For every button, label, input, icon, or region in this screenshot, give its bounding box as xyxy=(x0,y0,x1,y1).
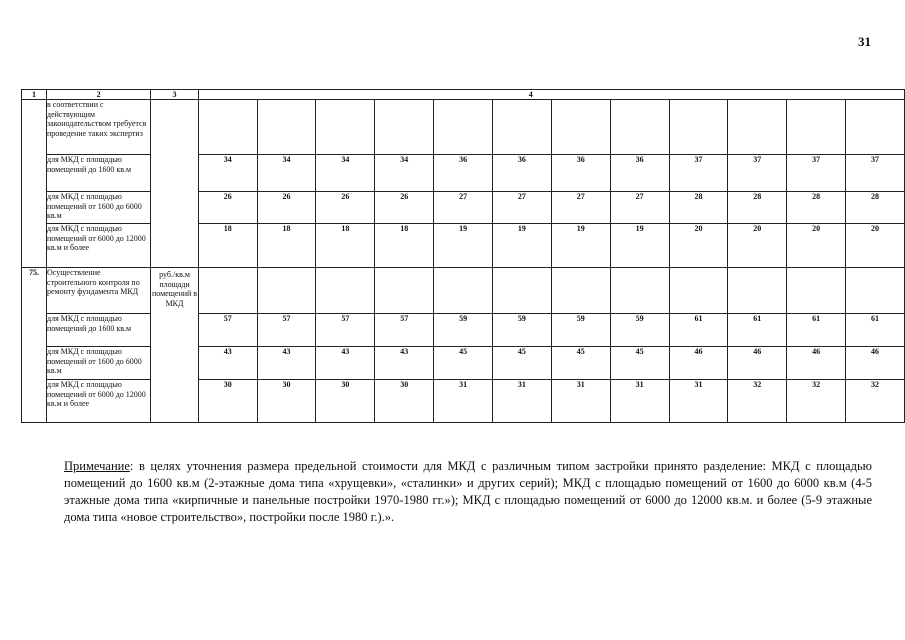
value-cell xyxy=(375,268,434,314)
value-cell: 31 xyxy=(492,380,551,423)
row-label-cell: Осуществление строительного контроля по ремонту фундамента МКД xyxy=(47,268,151,314)
value-cell: 18 xyxy=(198,224,257,268)
row-label-cell: для МКД с площадью помещений от 1600 до 6000 кв.м xyxy=(47,192,151,224)
value-cell: 27 xyxy=(492,192,551,224)
value-cell: 32 xyxy=(728,380,787,423)
value-cell: 36 xyxy=(610,155,669,192)
value-cell: 28 xyxy=(728,192,787,224)
row-label-cell: для МКД с площадью помещений от 1600 до 6000 кв.м xyxy=(47,347,151,380)
value-cell: 37 xyxy=(669,155,728,192)
value-cell xyxy=(846,268,905,314)
value-cell xyxy=(787,100,846,155)
value-cell: 57 xyxy=(198,314,257,347)
value-cell xyxy=(257,268,316,314)
value-cell: 26 xyxy=(257,192,316,224)
value-cell xyxy=(551,100,610,155)
value-cell: 28 xyxy=(787,192,846,224)
value-cell xyxy=(198,268,257,314)
value-cell: 30 xyxy=(375,380,434,423)
value-cell: 61 xyxy=(787,314,846,347)
table-row xyxy=(22,268,905,314)
value-cell: 34 xyxy=(316,155,375,192)
value-cell: 46 xyxy=(669,347,728,380)
value-cell: 26 xyxy=(198,192,257,224)
value-cell: 32 xyxy=(846,380,905,423)
value-cell: 36 xyxy=(492,155,551,192)
value-cell xyxy=(492,268,551,314)
value-cell: 46 xyxy=(846,347,905,380)
value-cell xyxy=(610,268,669,314)
value-cell: 36 xyxy=(434,155,493,192)
value-cell xyxy=(610,100,669,155)
row-label-cell: для МКД с площадью помещений от 6000 до 12000 кв.м и более xyxy=(47,380,151,423)
cost-table-container xyxy=(21,89,905,423)
value-cell: 61 xyxy=(669,314,728,347)
value-cell: 61 xyxy=(846,314,905,347)
value-cell: 20 xyxy=(669,224,728,268)
value-cell: 19 xyxy=(434,224,493,268)
value-cell: 19 xyxy=(492,224,551,268)
header-col-3: 3 xyxy=(151,90,198,100)
value-cell: 28 xyxy=(846,192,905,224)
value-cell xyxy=(669,100,728,155)
value-cell: 20 xyxy=(728,224,787,268)
value-cell: 37 xyxy=(846,155,905,192)
value-cell: 45 xyxy=(434,347,493,380)
value-cell: 37 xyxy=(787,155,846,192)
value-cell: 45 xyxy=(492,347,551,380)
value-cell xyxy=(846,100,905,155)
value-cell: 45 xyxy=(610,347,669,380)
table-body xyxy=(22,90,905,423)
value-cell: 20 xyxy=(787,224,846,268)
value-cell: 37 xyxy=(728,155,787,192)
value-cell: 57 xyxy=(375,314,434,347)
note-text: : в целях уточнения размера предельной стоимости для МКД с различным типом застройки принято разделение: МКД с площадью помещений до 1600 кв.м (2-этажные дома типа «хрущевки», «сталинки» и других серий); МКД с площадью помещений от 1600 до 6000 кв.м (4-5 этажные дома типа «кирпичные и панельные постройки 1970-1980 гг.»); МКД с площадью помещений от 6000 до 12000 кв.м. и более (5-9 этажные дома типа «новое строительство», постройки после 1980 г.).». xyxy=(64,459,872,524)
row-label-cell: для МКД с площадью помещений от 6000 до 12000 кв.м и более xyxy=(47,224,151,268)
page-number: 31 xyxy=(858,34,871,49)
value-cell: 43 xyxy=(375,347,434,380)
value-cell: 18 xyxy=(316,224,375,268)
cost-table xyxy=(21,89,905,423)
value-cell xyxy=(551,268,610,314)
value-cell xyxy=(375,100,434,155)
value-cell xyxy=(728,100,787,155)
value-cell: 43 xyxy=(316,347,375,380)
header-col-4: 4 xyxy=(198,90,904,100)
row-label-cell: для МКД с площадью помещений до 1600 кв.м xyxy=(47,155,151,192)
value-cell xyxy=(316,100,375,155)
value-cell: 28 xyxy=(669,192,728,224)
table-row xyxy=(22,100,905,155)
row-number-cell: 75. xyxy=(22,268,47,423)
value-cell: 34 xyxy=(198,155,257,192)
value-cell: 27 xyxy=(610,192,669,224)
value-cell xyxy=(316,268,375,314)
value-cell: 57 xyxy=(257,314,316,347)
value-cell: 46 xyxy=(728,347,787,380)
value-cell: 34 xyxy=(257,155,316,192)
value-cell: 30 xyxy=(257,380,316,423)
value-cell: 18 xyxy=(375,224,434,268)
header-col-1: 1 xyxy=(22,90,47,100)
value-cell xyxy=(198,100,257,155)
value-cell: 26 xyxy=(316,192,375,224)
value-cell: 43 xyxy=(198,347,257,380)
row-number-cell xyxy=(22,100,47,268)
value-cell xyxy=(787,268,846,314)
header-col-2: 2 xyxy=(47,90,151,100)
value-cell: 27 xyxy=(551,192,610,224)
value-cell xyxy=(492,100,551,155)
value-cell: 61 xyxy=(728,314,787,347)
value-cell: 31 xyxy=(669,380,728,423)
value-cell: 45 xyxy=(551,347,610,380)
value-cell: 31 xyxy=(434,380,493,423)
value-cell: 59 xyxy=(551,314,610,347)
value-cell xyxy=(434,100,493,155)
note-label: Примечание xyxy=(64,459,130,473)
unit-cell-empty xyxy=(151,100,198,268)
value-cell: 59 xyxy=(610,314,669,347)
value-cell: 18 xyxy=(257,224,316,268)
value-cell: 27 xyxy=(434,192,493,224)
row-label-cell: для МКД с площадью помещений до 1600 кв.м xyxy=(47,314,151,347)
value-cell: 36 xyxy=(551,155,610,192)
row-label-cell: в соответствии с действующим законодательством требуется проведение таких экспертиз xyxy=(47,100,151,155)
value-cell xyxy=(434,268,493,314)
value-cell: 32 xyxy=(787,380,846,423)
value-cell xyxy=(257,100,316,155)
value-cell: 46 xyxy=(787,347,846,380)
unit-cell: руб./кв.м площади помещений в МКД xyxy=(151,268,198,423)
value-cell: 57 xyxy=(316,314,375,347)
value-cell xyxy=(669,268,728,314)
value-cell: 26 xyxy=(375,192,434,224)
value-cell: 43 xyxy=(257,347,316,380)
value-cell: 59 xyxy=(492,314,551,347)
table-header-row xyxy=(22,90,905,100)
value-cell xyxy=(728,268,787,314)
value-cell: 30 xyxy=(198,380,257,423)
note-paragraph xyxy=(64,458,872,526)
value-cell: 31 xyxy=(610,380,669,423)
value-cell: 30 xyxy=(316,380,375,423)
value-cell: 31 xyxy=(551,380,610,423)
value-cell: 20 xyxy=(846,224,905,268)
value-cell: 19 xyxy=(551,224,610,268)
value-cell: 34 xyxy=(375,155,434,192)
value-cell: 19 xyxy=(610,224,669,268)
value-cell: 59 xyxy=(434,314,493,347)
